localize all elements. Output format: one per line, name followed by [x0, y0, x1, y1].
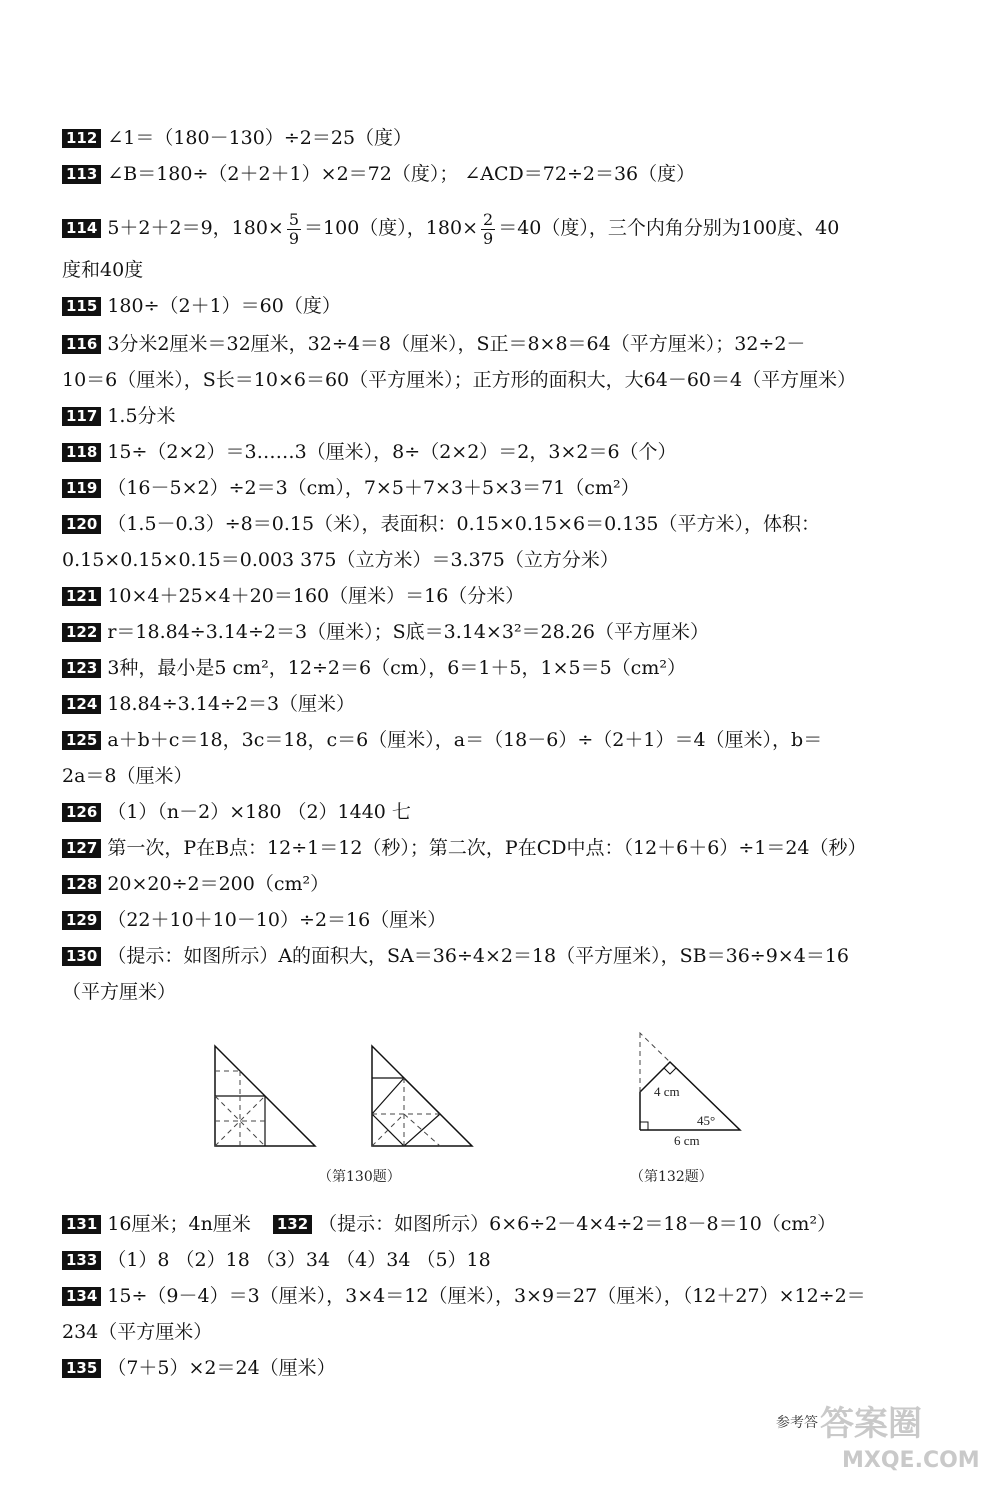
- answer-134-continued: 234（平方厘米）: [62, 1321, 213, 1343]
- question-number: 113: [62, 165, 101, 184]
- question-number: 125: [62, 731, 101, 750]
- answer-text: （提示：如图所示）A的面积大，SA＝36÷4×2＝18（平方厘米），SB＝36÷9×4＝16: [107, 945, 849, 967]
- figure-132: [625, 1025, 755, 1150]
- answer-text-part: 5＋2＋2＝9，180×: [107, 217, 284, 239]
- numerator: 5: [288, 209, 300, 229]
- answer-131-132: [62, 1212, 942, 1236]
- answer-122: [62, 620, 942, 644]
- question-number: 115: [62, 297, 101, 316]
- question-number: 129: [62, 911, 101, 930]
- answer-128: [62, 872, 942, 896]
- question-number: 114: [62, 219, 101, 238]
- fraction-5-9: [287, 211, 301, 248]
- answer-text: 第一次，P在B点：12÷1＝12（秒）；第二次，P在CD中点：（12＋6＋6）÷1＝24（秒）: [107, 837, 867, 859]
- answer-121: [62, 584, 942, 608]
- answer-text: 18.84÷3.14÷2＝3（厘米）: [107, 693, 356, 715]
- question-number: 121: [62, 587, 101, 606]
- question-number: 128: [62, 875, 101, 894]
- answer-124: [62, 692, 942, 716]
- answer-113: [62, 162, 942, 186]
- answer-text-part: ＝40（度），三个内角分别为100度、40: [498, 217, 840, 239]
- figure-130-caption: （第130题）: [318, 1169, 401, 1185]
- question-number: 127: [62, 839, 101, 858]
- answer-text: （1.5－0.3）÷8＝0.15（米），表面积：0.15×0.15×6＝0.135（平方米），体积：: [107, 513, 820, 535]
- watermark-url: MXQE.COM: [842, 1448, 980, 1473]
- question-number: 120: [62, 515, 101, 534]
- answer-text: （提示：如图所示）6×6÷2－4×4÷2＝18－8＝10（cm²）: [318, 1213, 837, 1235]
- question-number: 126: [62, 803, 101, 822]
- figure-130: [205, 1040, 485, 1155]
- answer-text: 180÷（2＋1）＝60（度）: [107, 295, 341, 317]
- denominator: 9: [288, 228, 300, 248]
- answer-text: 3分米2厘米＝32厘米，32÷4＝8（厘米），S正＝8×8＝64（平方厘米）；32÷2－: [107, 333, 806, 355]
- answer-126: [62, 800, 942, 824]
- answer-133: [62, 1248, 942, 1272]
- question-number: 119: [62, 479, 101, 498]
- answer-text: a＋b＋c＝18，3c＝18，c＝6（厘米），a＝（18－6）÷（2＋1）＝4（厘米），b＝: [107, 729, 823, 751]
- answer-text: 3种，最小是5 cm²，12÷2＝6（cm），6＝1＋5，1×5＝5（cm²）: [107, 657, 686, 679]
- answer-118: [62, 440, 942, 464]
- answer-134: [62, 1284, 942, 1308]
- answer-130: [62, 944, 942, 968]
- answer-text: （1）（n－2）×180 （2）1440 七: [107, 801, 411, 823]
- answer-text: 1.5分米: [107, 405, 176, 427]
- question-number: 134: [62, 1287, 101, 1306]
- answer-130-continued: （平方厘米）: [62, 981, 177, 1003]
- answer-text: r＝18.84÷3.14÷2＝3（厘米）；S底＝3.14×3²＝28.26（平方厘米）: [107, 621, 709, 643]
- question-number: 122: [62, 623, 101, 642]
- answer-116: [62, 332, 942, 356]
- answer-text: （22＋10＋10－10）÷2＝16（厘米）: [107, 909, 447, 931]
- question-number: 133: [62, 1251, 101, 1270]
- label-4cm: 4 cm: [654, 1084, 680, 1099]
- answer-text: （16－5×2）÷2＝3（cm），7×5＋7×3＋5×3＝71（cm²）: [107, 477, 640, 499]
- answer-112: [62, 126, 942, 150]
- question-number: 123: [62, 659, 101, 678]
- footer-label: 参考答: [776, 1415, 818, 1431]
- answer-text: 15÷（9－4）＝3（厘米），3×4＝12（厘米），3×9＝27（厘米），（12＋27）×12÷2＝: [107, 1285, 866, 1307]
- question-number: 117: [62, 407, 101, 426]
- answer-114: [62, 208, 942, 248]
- answer-117: [62, 404, 942, 428]
- answer-116-continued: 10＝6（厘米），S长＝10×6＝60（平方厘米）；正方形的面积大，大64－60＝4（平方厘米）: [62, 369, 857, 391]
- answer-text-part: ＝100（度），180×: [304, 217, 478, 239]
- question-number: 135: [62, 1359, 101, 1378]
- answer-125: [62, 728, 942, 752]
- answer-120: [62, 512, 942, 536]
- answer-127: [62, 836, 942, 860]
- answer-text: 15÷（2×2）＝3……3（厘米），8÷（2×2）＝2，3×2＝6（个）: [107, 441, 677, 463]
- answer-text: 20×20÷2＝200（cm²）: [107, 873, 330, 895]
- label-6cm: 6 cm: [674, 1133, 700, 1148]
- numerator: 2: [483, 209, 494, 229]
- answer-text: 16厘米；4n厘米: [107, 1213, 251, 1235]
- answer-text: 10×4＋25×4＋20＝160（厘米）＝16（分米）: [107, 585, 525, 607]
- answer-text: ∠1＝（180－130）÷2＝25（度）: [107, 127, 413, 149]
- answer-125-continued: 2a＝8（厘米）: [62, 765, 193, 787]
- answer-135: [62, 1356, 942, 1380]
- question-number: 132: [273, 1215, 312, 1234]
- question-number: 131: [62, 1215, 101, 1234]
- question-number: 116: [62, 335, 101, 354]
- watermark-logo: 答案圈: [820, 1404, 922, 1444]
- answer-120-continued: 0.15×0.15×0.15＝0.003 375（立方米）＝3.375（立方分米）: [62, 549, 619, 571]
- answer-119: [62, 476, 942, 500]
- label-45-degree: 45°: [697, 1113, 716, 1128]
- answer-129: [62, 908, 942, 932]
- question-number: 124: [62, 695, 101, 714]
- answer-text: （7＋5）×2＝24（厘米）: [107, 1357, 336, 1379]
- answer-123: [62, 656, 942, 680]
- answer-text: ∠B＝180÷（2＋2＋1）×2＝72（度）； ∠ACD＝72÷2＝36（度）: [107, 163, 696, 185]
- denominator: 9: [483, 228, 494, 248]
- answer-text: （1）8 （2）18 （3）34 （4）34 （5）18: [107, 1249, 491, 1271]
- question-number: 130: [62, 947, 101, 966]
- question-number: 118: [62, 443, 101, 462]
- figure-132-caption: （第132题）: [630, 1169, 713, 1185]
- answer-114-continued: 度和40度: [62, 259, 144, 281]
- question-number: 112: [62, 129, 101, 148]
- answer-115: [62, 294, 942, 318]
- fraction-2-9: [481, 211, 495, 248]
